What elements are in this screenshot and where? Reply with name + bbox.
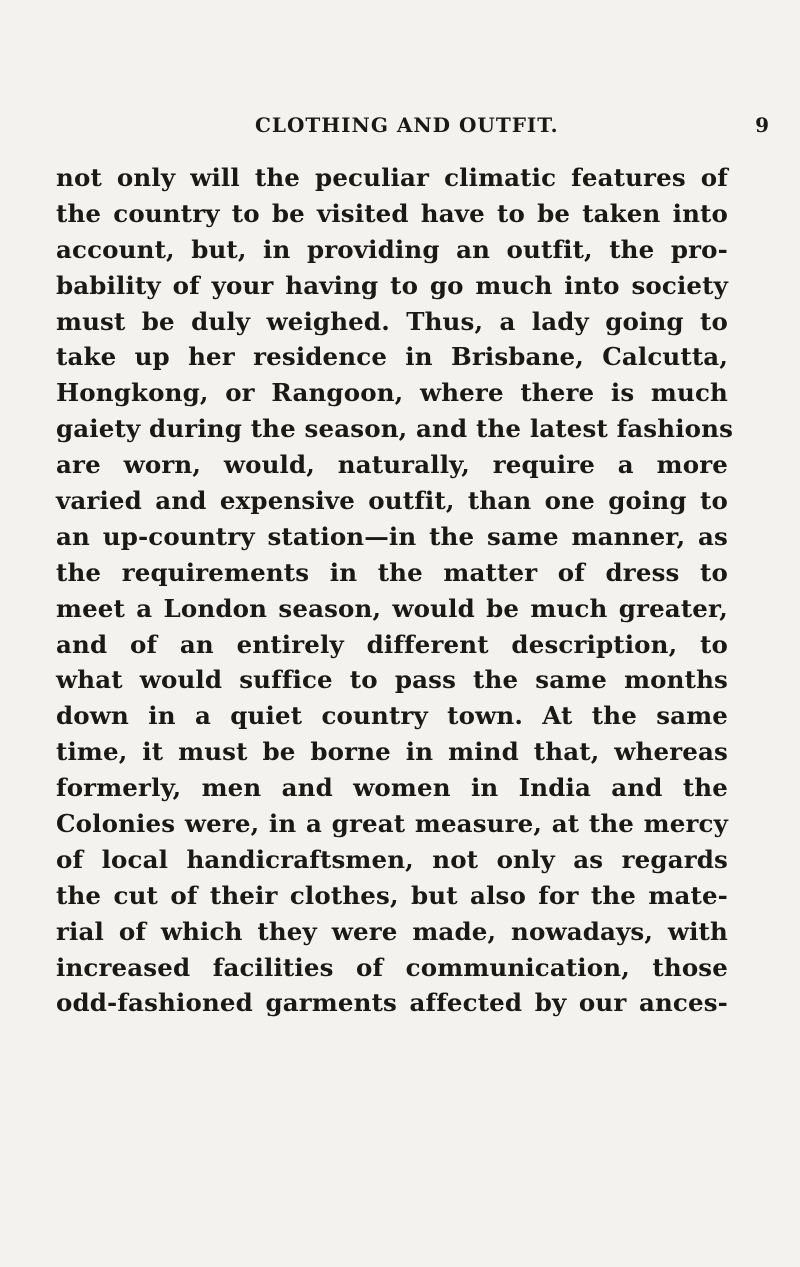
text-line: varied and expensive outfit, than one going to — [56, 486, 728, 516]
text-line: formerly, men and women in India and the — [56, 773, 728, 803]
running-head — [255, 113, 770, 141]
text-line: an up-country station—in the same manner, as — [56, 521, 728, 551]
text-line: the country to be visited have to be taken into — [56, 198, 728, 228]
body-text — [56, 160, 734, 1021]
text-line: take up her residence in Brisbane, Calcutta, — [56, 342, 728, 372]
text-line: down in a quiet country town. At the same — [56, 701, 728, 731]
text-line: time, it must be borne in mind that, whereas — [56, 737, 728, 767]
text-line: must be duly weighed. Thus, a lady going to — [56, 306, 728, 336]
running-title: CLOTHING AND OUTFIT. — [255, 113, 559, 137]
text-line: increased facilities of communication, those — [56, 952, 728, 982]
text-line: Colonies were, in a great measure, at the mercy — [56, 809, 728, 839]
text-line: rial of which they were made, nowadays, with — [56, 916, 728, 946]
text-line: the cut of their clothes, but also for the mate- — [56, 880, 728, 910]
text-line: are worn, would, naturally, require a more — [56, 450, 728, 480]
text-line: not only will the peculiar climatic features of — [56, 163, 728, 192]
text-line: meet a London season, would be much greater, — [56, 593, 728, 623]
text-line: bability of your having to go much into society — [56, 270, 728, 300]
text-line: of local handicraftsmen, not only as regards — [56, 844, 728, 874]
text-line: Hongkong, or Rangoon, where there is much — [56, 378, 728, 408]
text-line: what would suffice to pass the same months — [56, 665, 728, 695]
text-line: gaiety during the season, and the latest fashions — [56, 414, 734, 444]
text-line: the requirements in the matter of dress to — [56, 557, 728, 587]
text-line: account, but, in providing an outfit, the pro- — [56, 234, 728, 264]
text-line: odd-fashioned garments affected by our ances- — [56, 988, 728, 1018]
page-number: 9 — [755, 113, 770, 137]
text-line: and of an entirely different description, to — [56, 629, 728, 659]
